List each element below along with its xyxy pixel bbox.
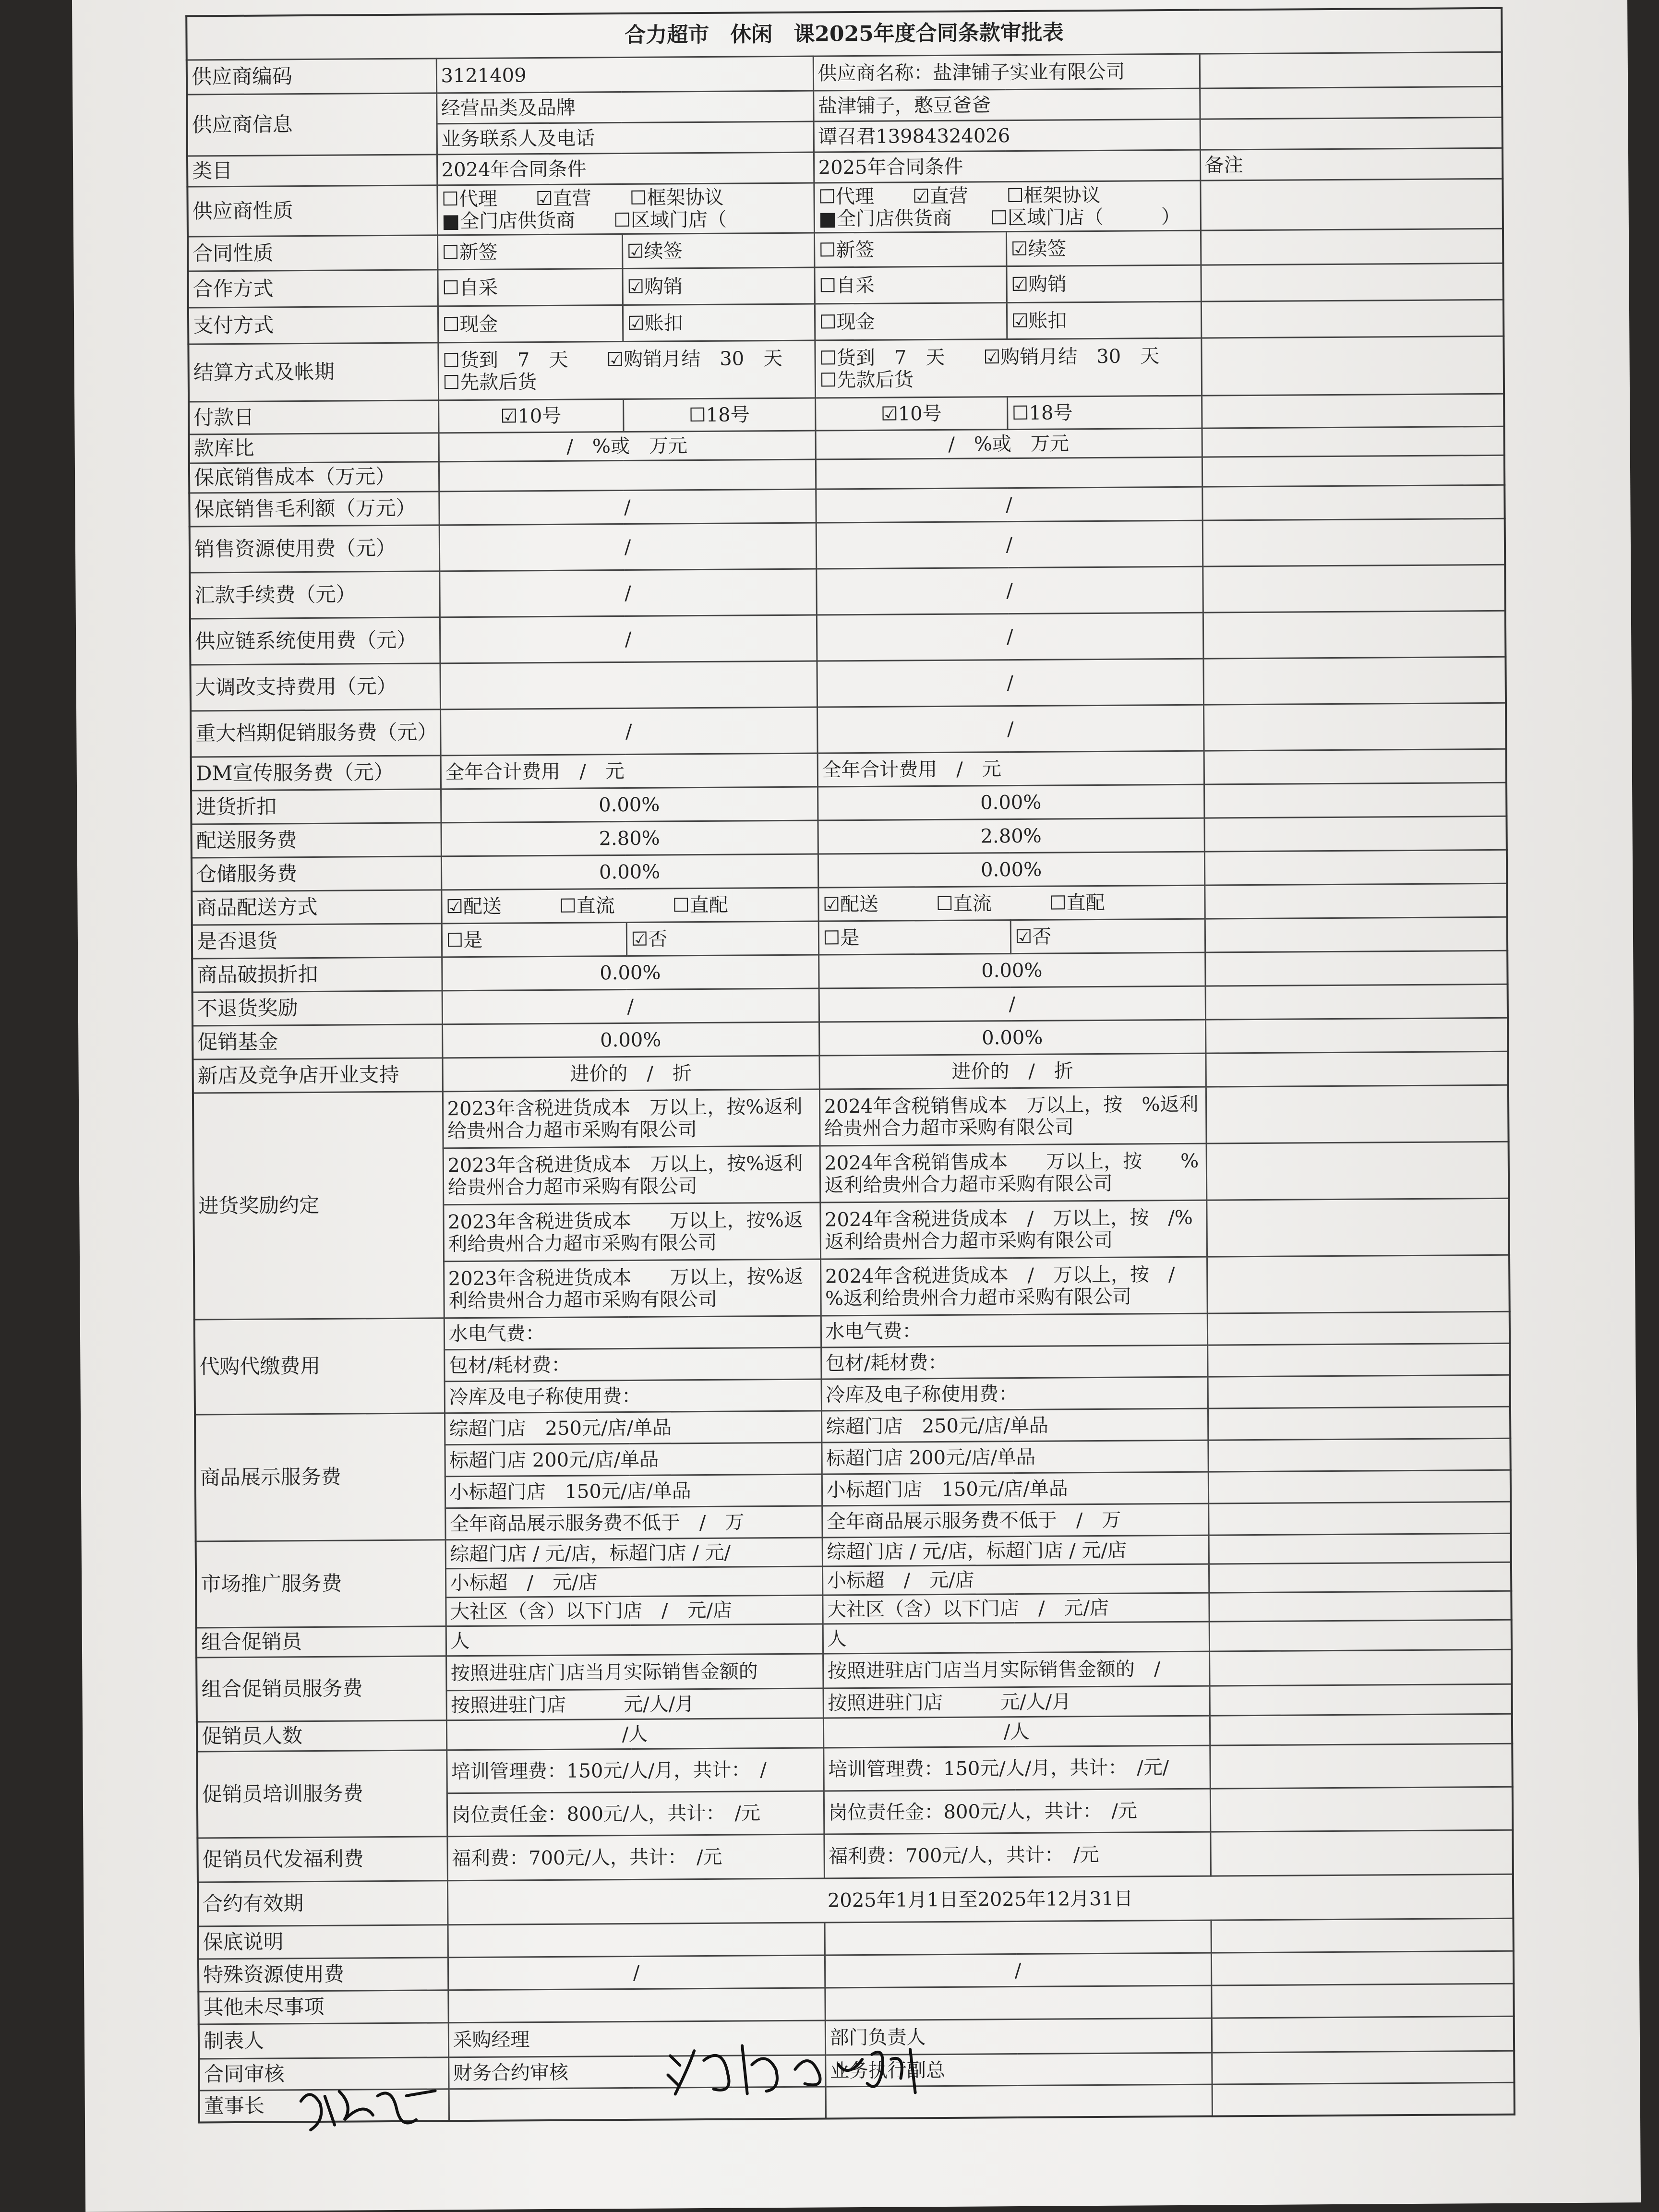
category-label: 类目 (187, 155, 437, 187)
reward-2024-2: 2023年含税进货成本 万以上，按%返利给贵州合力超市采购有限公司 (443, 1146, 820, 1205)
welfare-2024: 福利费：700元/人，共计： /元 (447, 1834, 824, 1881)
dm-label: DM宣传服务费（元） (191, 756, 441, 791)
welfare-2025: 福利费：700元/人，共计： /元 (824, 1832, 1211, 1878)
scm-label: 供应链系统使用费（元） (190, 617, 440, 665)
remit-2025: / (816, 566, 1203, 615)
stock-2024: / %或 万元 (439, 431, 816, 462)
pay-deduct-2025: ☑账扣 (1007, 301, 1201, 339)
market-2024-1: 综超门店 / 元/店，标超门店 / 元/ (445, 1538, 822, 1569)
return-no-2024: ☑否 (626, 921, 818, 956)
combo-2025: 人 (823, 1622, 1209, 1654)
reward-2025-3: 2024年含税进货成本 / 万以上，按 /%返利给贵州合力超市采购有限公司 (820, 1200, 1207, 1259)
damage-2025: 0.00% (818, 952, 1205, 988)
training-2025-1: 培训管理费：150元/人/月，共计： /元/ (823, 1745, 1210, 1791)
store-2025: 0.00% (818, 852, 1204, 888)
coop-self-2025: ☐自采 (814, 266, 1006, 304)
reward-label: 进货奖励约定 (193, 1092, 444, 1320)
buyer-signature (656, 2035, 925, 2104)
noret-2025: / (819, 986, 1205, 1022)
market-2024-3: 大社区（含）以下门店 / 元/店 (445, 1595, 822, 1626)
ship-deliv-2025: ☑配送 (822, 893, 879, 915)
combo-fee-2024-1: 按照进驻店门店当月实际销售金额的 (446, 1654, 823, 1691)
deliv-2024: 2.80% (441, 820, 817, 856)
settle-2024 (438, 340, 815, 400)
market-label: 市场推广服务费 (196, 1540, 446, 1628)
stock-label: 款库比 (189, 433, 439, 463)
ship-flow-2025: ☐直流 (936, 892, 992, 915)
coop-label: 合作方式 (188, 270, 437, 308)
disc-label: 进货折扣 (191, 789, 441, 824)
combo-label: 组合促销员 (196, 1626, 446, 1658)
buyer-label: 采购经理 (448, 2020, 825, 2057)
res-fee-label: 销售资源使用费（元） (190, 525, 440, 573)
display-label: 商品展示服务费 (195, 1413, 445, 1541)
combo-fee-2025-2: 按照进驻门店 元/人/月 (823, 1686, 1210, 1718)
nature-label: 供应商性质 (187, 185, 437, 237)
nature-2024-line1: ☐代理 ☑直营 ☐框架协议 (441, 186, 724, 210)
ship-2025 (818, 885, 1204, 921)
settle-2024-line2: ☐先款后货 (443, 371, 537, 394)
display-2025-4: 全年商品展示服务费不低于 / 万 (822, 1503, 1208, 1538)
promo-serv-2025: / (817, 705, 1204, 753)
special-2024: / (448, 1955, 825, 1990)
contract-label: 合同性质 (188, 235, 437, 271)
special-label: 特殊资源使用费 (198, 1958, 448, 1992)
newstore-2025: 进价的 / 折 (819, 1053, 1205, 1089)
return-yes-2024: ☐是 (442, 922, 626, 957)
training-label: 促销员培训服务费 (197, 1750, 447, 1838)
promo-serv-2024: / (440, 707, 817, 756)
contract-new-2025: ☐新签 (814, 232, 1006, 267)
display-2024-4: 全年商品展示服务费不低于 / 万 (445, 1506, 822, 1540)
welfare-label: 促销员代发福利费 (197, 1837, 447, 1882)
noret-label: 不退货奖励 (192, 991, 442, 1026)
scm-2024: / (440, 615, 817, 663)
display-2025-1: 综超门店 250元/店/单品 (821, 1408, 1208, 1443)
dm-2024: 全年合计费用 / 元 (441, 753, 817, 789)
remark-header: 备注 (1200, 148, 1503, 180)
settle-2025 (815, 338, 1202, 398)
guar-cost-label: 保底销售成本（万元） (189, 462, 439, 493)
supplier-info-label: 供应商信息 (187, 93, 437, 156)
agency-2024-1: 水电气费： (444, 1316, 821, 1350)
reward-2025-4: 2024年含税进货成本 / 万以上，按 / %返利给贵州合力超市采购有限公司 (820, 1257, 1207, 1316)
fund-2025: 0.00% (819, 1020, 1205, 1056)
market-2024-2: 小标超 / 元/店 (445, 1566, 822, 1598)
payday-18-2025: ☐18号 (1007, 396, 1202, 429)
display-2024-1: 综超门店 250元/店/单品 (445, 1411, 821, 1445)
ship-flow-2024: ☐直流 (559, 894, 615, 917)
maker-signature (291, 2076, 455, 2140)
settle-2025-line1: ☐货到 7 天 ☑购销月结 30 天 (819, 345, 1160, 370)
finance-label: 财务合约审核 (448, 2055, 825, 2089)
paper-sheet (72, 0, 1641, 2212)
vp-label: 业务执行副总 (825, 2053, 1212, 2087)
remit-2024: / (439, 569, 817, 617)
damage-label: 商品破损折扣 (192, 957, 442, 992)
combo-2024: 人 (446, 1624, 823, 1656)
ship-deliv-2024: ☑配送 (445, 895, 502, 918)
payday-10-2024: ☑10号 (438, 399, 623, 433)
ship-label: 商品配送方式 (192, 890, 441, 925)
store-label: 仓储服务费 (192, 856, 441, 891)
validity-label: 合约有效期 (198, 1881, 448, 1926)
display-2024-3: 小标超门店 150元/店/单品 (445, 1474, 822, 1508)
guar-gross-2025: / (816, 487, 1202, 523)
display-2024-2: 标超门店 200元/店/单品 (445, 1443, 821, 1477)
agency-2024-3: 冷库及电子称使用费： (445, 1379, 821, 1413)
guar-note-label: 保底说明 (198, 1925, 448, 1959)
dm-2025: 全年合计费用 / 元 (817, 751, 1204, 787)
agency-2024-2: 包材/耗材费： (444, 1347, 821, 1382)
agency-label: 代购代缴费用 (194, 1318, 445, 1415)
combo-fee-label: 组合促销员服务费 (196, 1656, 446, 1722)
review-label: 合同审核 (199, 2057, 448, 2091)
board-label: 董事长 (199, 2089, 449, 2122)
brand-value: 盐津铺子，憨豆爸爸 (813, 88, 1200, 121)
pay-label: 支付方式 (188, 306, 438, 344)
nature-2025-line2: ■全门店供货商 ☐区域门店（ ） (818, 205, 1181, 230)
agency-2025-2: 包材/耗材费： (821, 1345, 1207, 1379)
training-2025-2: 岗位责任金：800元/人，共计： /元 (824, 1789, 1211, 1834)
contract-new-2024: ☐新签 (437, 234, 622, 270)
combo-fee-2024-2: 按照进驻门店 元/人/月 (446, 1688, 823, 1720)
settle-label: 结算方式及帐期 (188, 343, 438, 402)
contract-renew-2025: ☑续签 (1006, 230, 1201, 266)
guar-gross-label: 保底销售毛利额（万元） (189, 492, 439, 527)
contract-renew-2024: ☑续签 (622, 233, 814, 268)
newstore-2024: 进价的 / 折 (442, 1056, 819, 1092)
dept-label: 部门负责人 (825, 2018, 1212, 2055)
deliv-label: 配送服务费 (191, 823, 441, 858)
reward-2025-2: 2024年含税销售成本 万以上，按 %返利给贵州合力超市采购有限公司 (820, 1143, 1207, 1202)
reward-2024-1: 2023年含税进货成本 万以上，按%返利给贵州合力超市采购有限公司 (443, 1089, 820, 1148)
special-2025: / (825, 1953, 1211, 1988)
settle-2024-line1: ☐货到 7 天 ☑购销月结 30 天 (442, 347, 783, 372)
pay-cash-2025: ☐现金 (815, 303, 1007, 340)
promoter-count-label: 促销员人数 (197, 1720, 446, 1752)
fund-label: 促销基金 (192, 1024, 442, 1059)
form-title: 合力超市 休闲 课2025年度合同条款审批表 (186, 8, 1502, 60)
ship-direct-2025: ☐直配 (1049, 891, 1105, 914)
contact-label: 业务联系人及电话 (437, 121, 814, 155)
supplier-code: 3121409 (436, 56, 813, 93)
adjust-label: 大调改支持费用（元） (190, 663, 440, 711)
combo-fee-2025-1: 按照进驻店门店当月实际销售金额的 / (823, 1651, 1209, 1688)
contact-value: 谭召君13984324026 (814, 119, 1200, 152)
display-2025-2: 标超门店 200元/店/单品 (821, 1440, 1208, 1474)
res-fee-2024: / (439, 523, 817, 571)
reward-2025-1: 2024年含税销售成本 万以上，按 %返利给贵州合力超市采购有限公司 (819, 1087, 1206, 1146)
market-2025-2: 小标超 / 元/店 (822, 1564, 1209, 1595)
brand-label: 经营品类及品牌 (436, 91, 813, 124)
display-2025-3: 小标超门店 150元/店/单品 (822, 1472, 1208, 1506)
coop-self-2024: ☐自采 (437, 269, 622, 306)
payday-10-2025: ☑10号 (815, 397, 1007, 431)
nature-2024 (437, 183, 814, 235)
pay-deduct-2024: ☑账扣 (623, 304, 815, 341)
stock-2025: / %或 万元 (816, 428, 1202, 459)
return-yes-2025: ☐是 (818, 920, 1010, 955)
disc-2025: 0.00% (817, 784, 1204, 820)
fund-2024: 0.00% (442, 1022, 819, 1058)
disc-2024: 0.00% (441, 787, 817, 823)
header-2025: 2025年合同条件 (814, 150, 1200, 183)
coop-buy-2025: ☑购销 (1006, 265, 1201, 302)
reward-2024-4: 2023年含税进货成本 万以上，按%返利给贵州合力超市采购有限公司 (444, 1259, 821, 1318)
deliv-2025: 2.80% (817, 818, 1204, 854)
coop-buy-2024: ☑购销 (622, 267, 814, 305)
agency-2025-3: 冷库及电子称使用费： (821, 1377, 1208, 1411)
market-2025-3: 大社区（含）以下门店 / 元/店 (822, 1593, 1209, 1624)
scm-2025: / (817, 613, 1203, 661)
store-2024: 0.00% (441, 854, 818, 890)
guar-gross-2024: / (439, 489, 816, 525)
agency-2025-1: 水电气费： (821, 1313, 1207, 1347)
nature-2024-line2: ■全门店供货商 ☐区域门店（ (442, 208, 727, 232)
promoter-count-2024: /人 (446, 1718, 823, 1750)
damage-2024: 0.00% (442, 955, 818, 991)
other-label: 其他未尽事项 (198, 1990, 448, 2024)
validity-value: 2025年1月1日至2025年12月31日 (447, 1874, 1514, 1925)
payday-label: 付款日 (189, 400, 438, 434)
promoter-count-2025: /人 (823, 1716, 1210, 1748)
noret-2024: / (442, 988, 819, 1024)
adjust-2025: / (817, 659, 1203, 707)
training-2024-2: 岗位责任金：800元/人，共计： /元 (447, 1791, 824, 1837)
promo-serv-label: 重大档期促销服务费（元） (191, 709, 441, 757)
nature-2025 (814, 180, 1201, 233)
reward-2024-3: 2023年含税进货成本 万以上，按%返利给贵州合力超市采购有限公司 (443, 1202, 820, 1262)
res-fee-2025: / (816, 520, 1203, 569)
pay-cash-2024: ☐现金 (438, 305, 623, 343)
return-no-2025: ☑否 (1010, 919, 1205, 953)
return-label: 是否退货 (192, 924, 442, 959)
newstore-label: 新店及竞争店开业支持 (192, 1058, 442, 1093)
ship-2024 (441, 888, 818, 924)
payday-18-2024: ☐18号 (623, 398, 815, 432)
settle-2025-line2: ☐先款后货 (819, 368, 914, 392)
remit-label: 汇款手续费（元） (190, 571, 440, 619)
ship-direct-2024: ☐直配 (672, 894, 728, 916)
supplier-name: 供应商名称：盐津铺子实业有限公司 (813, 54, 1200, 91)
nature-2025-line1: ☐代理 ☑直营 ☐框架协议 (818, 184, 1101, 208)
market-2025-1: 综超门店 / 元/店，标超门店 / 元/店 (822, 1535, 1209, 1566)
contract-approval-table (185, 7, 1515, 2123)
training-2024-1: 培训管理费：150元/人/月，共计： / (446, 1748, 824, 1793)
supplier-code-label: 供应商编码 (187, 59, 436, 95)
maker-label: 制表人 (199, 2023, 448, 2059)
header-2024: 2024年合同条件 (437, 152, 814, 185)
